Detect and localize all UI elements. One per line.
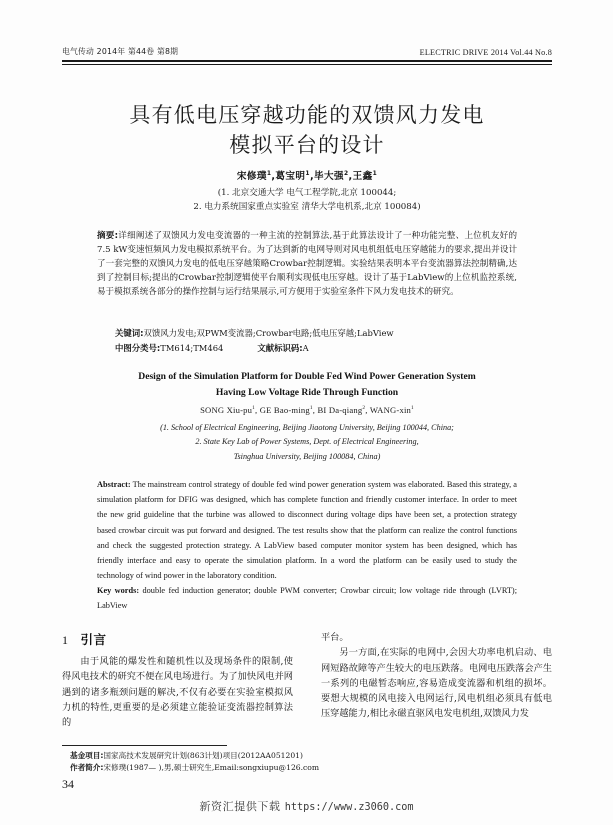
affiliation-chinese-line-1: (1. 北京交通大学 电气工程学院,北京 100044;: [217, 188, 397, 198]
abstract-english-text: The mainstream control strategy of double fed wind power generation system was elaborated. Based this strategy, a simulation platform for DFIG was designed, which has complete function and friendly customer interface. In order to meet the new grid guideline that the turbine was allowed to disconnect during voltage dips have been set, a protection strategy based crowbar circuit was put forward and designed. The test results show that the platform can realize the control functions and check the suggested protection strategy. A LabView based computer monitor system has been designed, which has friendly interface and easy to operate the simulation platform. In a word the platform can be easily used to study the technology of wind power in the laboratory condition.: [97, 480, 517, 581]
chinese-title-line-2: 模拟平台的设计: [229, 133, 385, 157]
body-paragraph-left: 由于风能的爆发性和随机性以及现场条件的限制,使得风电技术的研究不便在风电场进行。为了加快风电并网遇到的诸多瓶颈问题的解决,不仅有必要在实验室模拟风力机的特性,更重要的是必须建立能验证变流器控制算法的: [62, 656, 293, 729]
author-bio-text: 宋修璞(1987— ),男,硕士研究生,Email:songxiupu@126.com: [103, 763, 320, 773]
authors-chinese: [62, 168, 552, 182]
abstract-english: [97, 477, 517, 583]
abstract-english-label: Abstract:: [97, 480, 131, 489]
section-heading: [62, 630, 293, 648]
authors-english-text: SONG Xiu-$pu^1$, GE Bao-ming$^1$, BI Da-qiang$^2$, WANG-xin$^1$: [200, 405, 414, 415]
footnote-divider: [62, 745, 227, 746]
affiliation-english-line-3: Tsinghua University, Beijing 100084, China): [233, 451, 381, 461]
page-title-english: [62, 369, 552, 400]
header-divider: [62, 60, 552, 65]
document-code-label: 文献标识码:: [257, 342, 303, 353]
body-columns: [62, 630, 552, 738]
running-head: [62, 46, 552, 57]
watermark-url[interactable]: https://www.z3060.com: [284, 802, 414, 813]
fund-text: 国家高技术发展研究计划(863计划)项目(2012AA051201): [103, 751, 303, 760]
fund-label: 基金项目:: [70, 751, 104, 760]
keywords-chinese-label: 关键词:: [115, 328, 144, 338]
abstract-chinese-text: 详细阐述了双馈风力发电变流器的一种主流的控制算法,基于此算法设计了一种功能完整、上位机友好的7.5 kW变速恒频风力发电模拟系统平台。为了达到新的电网导则对风电机组低电压穿越能力的要求,提出并设计了一套完整的双馈风力发电的低电压穿越策略Crowbar控制逻辑。实验结果表明本平台变流器算法控制精确,达到了控制目标;提出的Crowbar控制逻辑使平台顺利实现低电压穿越。设计了基于LabView的上位机监控系统,易于模拟系统各部分的操作控制与运行结果展示,可方便用于实验室条件下风力发电技术的研究。: [97, 231, 518, 298]
keywords-english: [97, 583, 517, 613]
affiliation-english-line-2: 2. State Key Lab of Power Systems, Dept. of Electrical Engineering,: [195, 437, 419, 447]
authors-chinese-text: 宋修璞$^1$,葛宝明$^1$,毕大强$^2$,王鑫$^1$: [236, 169, 378, 182]
body-paragraph-right-2: 另一方面,在实际的电网中,会因大功率电机启动、电网短路故障等产生较大的电压跌落。电网电压跌落会产生一系列的电磁暂态响应,容易造成变流器和机组的损坏。要想大规模的风电接入电网运行,风电机组必须具有低电压穿越能力,相比永磁直驱风电发电机组,双馈风力发: [321, 647, 552, 720]
page-title-chinese: [62, 100, 552, 160]
running-head-left: 电气传动 2014年 第44卷 第8期: [62, 47, 179, 56]
affiliation-chinese-line-2: 2. 电力系统国家重点实验室 清华大学电机系,北京 100084): [193, 202, 421, 212]
affiliation-english-line-1: (1. School of Electrical Engineering, Beijing Jiaotong University, Beijing 100044, China;: [160, 423, 454, 432]
body-column-right: [321, 630, 552, 738]
body-column-left: [62, 630, 293, 738]
metadata-chinese: [115, 326, 517, 355]
clc-text: TM614;TM464: [160, 342, 224, 353]
watermark: [0, 798, 613, 814]
section-number: 1: [62, 633, 69, 647]
english-title-line-2: Having Low Voltage Ride Through Function: [215, 386, 399, 398]
page-number: 34: [62, 777, 74, 791]
section-title: 引言: [80, 632, 107, 647]
abstract-chinese-label: 摘要:: [97, 231, 119, 241]
document-code-text: A: [302, 342, 309, 353]
keywords-chinese-row: [115, 326, 517, 341]
authors-english: [62, 405, 552, 415]
running-head-right: ELECTRIC DRIVE 2014 Vol.44 No.8: [419, 48, 552, 57]
author-bio-row: [70, 762, 490, 774]
body-paragraph-right-1: 平台。: [321, 632, 349, 643]
fund-row: [70, 750, 490, 762]
clc-label: 中图分类号:: [115, 342, 161, 353]
clc-row: [115, 341, 517, 356]
affiliation-chinese: [62, 186, 552, 214]
affiliation-english: [62, 421, 552, 464]
keywords-english-label: Key words:: [97, 586, 140, 595]
watermark-text: 新资汇提供下载: [199, 800, 281, 813]
keywords-chinese-text: 双馈风力发电;双PWM变流器;Crowbar电路;低电压穿越;LabView: [143, 328, 394, 338]
english-title-line-1: Design of the Simulation Platform for Double Fed Wind Power Generation System: [138, 371, 476, 382]
abstract-chinese: [97, 229, 517, 299]
author-bio-label: 作者简介:: [70, 763, 104, 773]
chinese-title-line-1: 具有低电压穿越功能的双馈风力发电: [129, 103, 485, 127]
keywords-english-text: double fed induction generator; double PWM converter; Crowbar circuit; low voltage ride through (LVRT); LabView: [97, 586, 518, 611]
footnote-block: [70, 750, 490, 775]
